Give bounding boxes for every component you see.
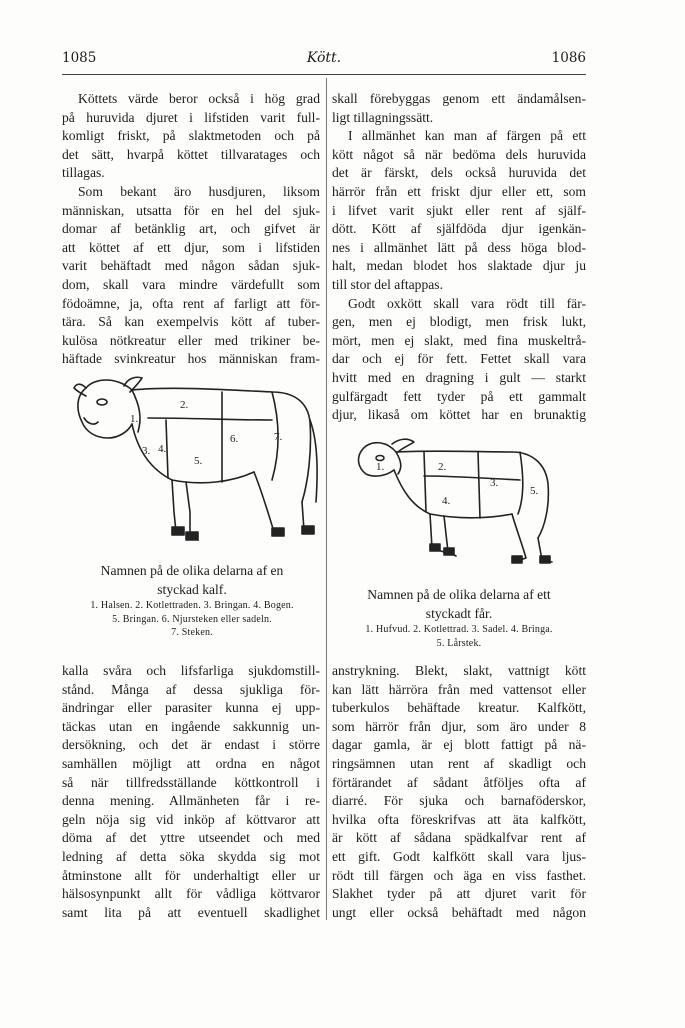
text-line: Godt oxkött skall vara rödt till fär- bbox=[348, 295, 586, 311]
text-line: det är färskt, dels också huruvida det bbox=[332, 165, 586, 181]
right-column-bottom-text bbox=[332, 662, 586, 922]
sheep-legend-line-1: 1. Hufvud. 2. Kotlettrad. 3. Sadel. 4. Bringa. bbox=[365, 624, 553, 636]
text-line: stånd. Många af dessa sjukliga för- bbox=[62, 681, 320, 697]
text-line: nes i allmänhet lätt på dess höga blod- bbox=[332, 239, 586, 255]
sheep-label-1: 1. bbox=[376, 461, 385, 473]
text-line: gulfärgadt fett tyder på ett gammalt bbox=[332, 388, 586, 404]
calf-label-2: 2. bbox=[180, 399, 189, 411]
sheep-caption bbox=[332, 586, 586, 650]
sheep-front-hoof-1 bbox=[430, 544, 440, 551]
calf-label-7: 7. bbox=[274, 431, 283, 443]
calf-front-leg-1 bbox=[172, 480, 184, 534]
text-line: födoämne, ja, ofta rent af farligt att för- bbox=[62, 295, 320, 311]
text-line: häftade svinkreatur hos människan fram- bbox=[62, 351, 320, 367]
sheep-cut-line-loin bbox=[478, 452, 480, 518]
calf-caption-title-line-2: styckad kalf. bbox=[157, 581, 227, 597]
text-line: komligt friskt, på slaktmetoden och på bbox=[62, 128, 320, 144]
calf-cut-line-neck bbox=[132, 390, 140, 432]
right-column-top-text bbox=[332, 90, 586, 425]
text-line: kalla svåra och lifsfarliga sjukdomstill- bbox=[62, 663, 320, 678]
text-line: dar och ej för fett. Fettet skall vara bbox=[332, 351, 586, 367]
sheep-hind-leg-1 bbox=[512, 514, 526, 562]
sheep-caption-title-line-1: Namnen på de olika delarna af ett bbox=[367, 587, 551, 602]
running-title: Kött. bbox=[306, 50, 342, 66]
calf-legend-line-2: 5. Bringan. 6. Njursteken eller sadeln. bbox=[112, 613, 272, 625]
sheep-cuts-figure bbox=[352, 428, 572, 578]
calf-cut-line-shoulder bbox=[166, 420, 168, 478]
text-line: tära. Så kan exempelvis kött af tuber- bbox=[62, 314, 320, 330]
text-line: hvitt med en dragning i gult — starkt bbox=[332, 369, 586, 385]
text-line: åtminstone allt för underhaltigt eller ur bbox=[62, 867, 320, 883]
calf-label-4: 4. bbox=[158, 443, 167, 455]
text-line: gen, men ej blodigt, men frisk lukt, bbox=[332, 314, 586, 330]
calf-label-1: 1. bbox=[130, 413, 139, 425]
text-line: dagar gamla, är ej blott fattigt på nä- bbox=[332, 737, 586, 753]
text-line: domar af betänklig art, och gifvet är bbox=[62, 221, 320, 237]
calf-hind-leg-1 bbox=[254, 472, 284, 534]
text-line: så när tillfredsställande köttkontroll i bbox=[62, 774, 320, 790]
text-line: ligt tillagningssätt. bbox=[332, 109, 434, 125]
column-divider bbox=[326, 78, 327, 920]
text-line: samt lita på att eventuell skadlighet bbox=[62, 904, 320, 920]
calf-label-5: 5. bbox=[194, 455, 203, 467]
header-rule bbox=[62, 74, 586, 75]
calf-legend-line-3: 7. Steken. bbox=[171, 627, 213, 639]
text-line: mört, men ej slakt, med fina muskeltrå- bbox=[332, 332, 586, 348]
sheep-label-3: 3. bbox=[490, 477, 499, 489]
text-line: kan lätt härröra från med vattensot eller bbox=[332, 681, 586, 697]
sheep-hind-hoof-1 bbox=[512, 556, 522, 563]
calf-label-6: 6. bbox=[230, 433, 239, 445]
text-line: ett gift. Godt kalfkött skall vara ljus- bbox=[332, 848, 586, 864]
text-line: hvilka ofta föreskrifvas att äta kalfkött, bbox=[332, 811, 586, 827]
sheep-topline bbox=[396, 451, 548, 538]
text-line: dersökning, och det är endast i större bbox=[62, 737, 320, 753]
text-line: kulösa nötkreatur eller med trikiner be- bbox=[62, 332, 320, 348]
calf-muzzle bbox=[84, 418, 98, 424]
sheep-front-hoof-2 bbox=[444, 548, 454, 555]
sheep-cut-line-leg bbox=[518, 452, 523, 514]
sheep-cut-line-back bbox=[424, 476, 520, 480]
text-line: rödt till färgen och äga en viss fasthet. bbox=[332, 867, 586, 883]
sheep-eye bbox=[376, 456, 384, 461]
text-line: tuberkulos behäftade kreatur. Kalfkött, bbox=[332, 700, 586, 716]
sheep-legend-line-2: 5. Lårstek. bbox=[436, 637, 482, 649]
text-line: geln nöja sig vid inköp af köttvaror att bbox=[62, 811, 320, 827]
text-line: samhällen möjligt att ordna en något bbox=[62, 755, 320, 771]
text-line: denna mening. Allmänheten får i re- bbox=[62, 793, 320, 809]
text-line: det sätt, hvarpå köttet tillvaratages och bbox=[62, 146, 320, 162]
right-page-number: 1086 bbox=[551, 50, 586, 66]
text-line: ungt eller också behäftadt med någon bbox=[332, 904, 586, 920]
calf-caption bbox=[62, 562, 322, 640]
sheep-hind-hoof-2 bbox=[540, 556, 550, 563]
text-line: dött. Kött af själfdöda djur igenkän- bbox=[332, 221, 586, 237]
calf-label-3: 3. bbox=[142, 445, 151, 457]
calf-eye bbox=[97, 399, 107, 405]
text-line: skall förebyggas genom ett ändamålsen- bbox=[332, 91, 586, 106]
text-line: tillagas. bbox=[62, 165, 105, 181]
text-line: är kött af sådana spädkalfvar rent af bbox=[332, 830, 586, 846]
text-line: kött något så när bedöma dels huruvida bbox=[332, 146, 586, 162]
text-line: härrör från ett friskt djur eller ett, som bbox=[332, 183, 586, 199]
calf-cuts-figure bbox=[72, 362, 322, 557]
sheep-label-5: 5. bbox=[530, 485, 539, 497]
left-column-top-text bbox=[62, 90, 320, 369]
text-line: i lifvet varit sjukt eller rent af själf- bbox=[332, 202, 586, 218]
text-line: varit behäftadt med någon sådan sjuk- bbox=[62, 258, 320, 274]
text-line: I allmänhet kan man af färgen på ett bbox=[348, 128, 586, 144]
calf-hind-hoof-2 bbox=[302, 526, 314, 534]
text-line: ändringar eller parasiter kunna ej upp- bbox=[62, 700, 320, 716]
sheep-label-2: 2. bbox=[438, 461, 447, 473]
text-line: som härrör från djur, som äro under 8 bbox=[332, 718, 586, 734]
sheep-caption-title-line-2: styckadt får. bbox=[425, 605, 493, 621]
left-column-bottom-text bbox=[62, 662, 320, 922]
calf-front-hoof-2 bbox=[186, 532, 198, 540]
calf-caption-title-line-1: Namnen på de olika delarna af en bbox=[100, 563, 284, 578]
text-line: människan, utsatta för en hel del sjuk- bbox=[62, 202, 320, 218]
text-line: ledning af detta söka skydda sig mot bbox=[62, 848, 320, 864]
text-line: hälsosynpunkt allt för vådliga köttvaror bbox=[62, 886, 320, 902]
text-line: till stor del aftappas. bbox=[332, 276, 443, 292]
sheep-illustration bbox=[352, 428, 572, 578]
sheep-label-4: 4. bbox=[442, 495, 451, 507]
text-line: på huruvida djuret i lifstiden varit full- bbox=[62, 109, 320, 125]
calf-illustration bbox=[72, 362, 322, 557]
text-line: Som bekant äro husdjuren, liksom bbox=[78, 183, 320, 199]
text-line: ringsämnen utan rent af skadligt och bbox=[332, 755, 586, 771]
text-line: förtärandet af sådant åtföljes ofta af bbox=[332, 774, 586, 790]
running-header bbox=[62, 50, 586, 72]
text-line: anstrykning. Blekt, slakt, vattnigt kött bbox=[332, 663, 586, 678]
text-line: döma af det yttre utseendet och med bbox=[62, 830, 320, 846]
text-line: diarré. För sjuka och barnaföderskor, bbox=[332, 793, 586, 809]
calf-front-hoof-1 bbox=[172, 527, 184, 535]
calf-hind-hoof-1 bbox=[272, 528, 284, 536]
text-line: Köttets värde beror också i hög grad bbox=[78, 91, 320, 106]
text-line: att köttet af ett djur, som i lifstiden bbox=[62, 239, 320, 255]
text-line: täckas utan en ingående sakkunnig un- bbox=[62, 718, 320, 734]
sheep-cut-line-neck bbox=[396, 452, 401, 474]
text-line: Slakhet tyder på att djuret varit för bbox=[332, 886, 586, 902]
sheep-cut-line-shoulder bbox=[424, 452, 426, 512]
text-line: dom, skall vara mindre värdefullt som bbox=[62, 276, 320, 292]
left-page-number: 1085 bbox=[62, 50, 97, 66]
text-line: halt, medan blodet hos slaktade djur ju bbox=[332, 258, 586, 274]
text-line: djur, likaså om köttet har en brunaktig bbox=[332, 407, 586, 423]
calf-legend-line-1: 1. Halsen. 2. Kotlettraden. 3. Bringan. 4. Bogen. bbox=[90, 600, 294, 612]
